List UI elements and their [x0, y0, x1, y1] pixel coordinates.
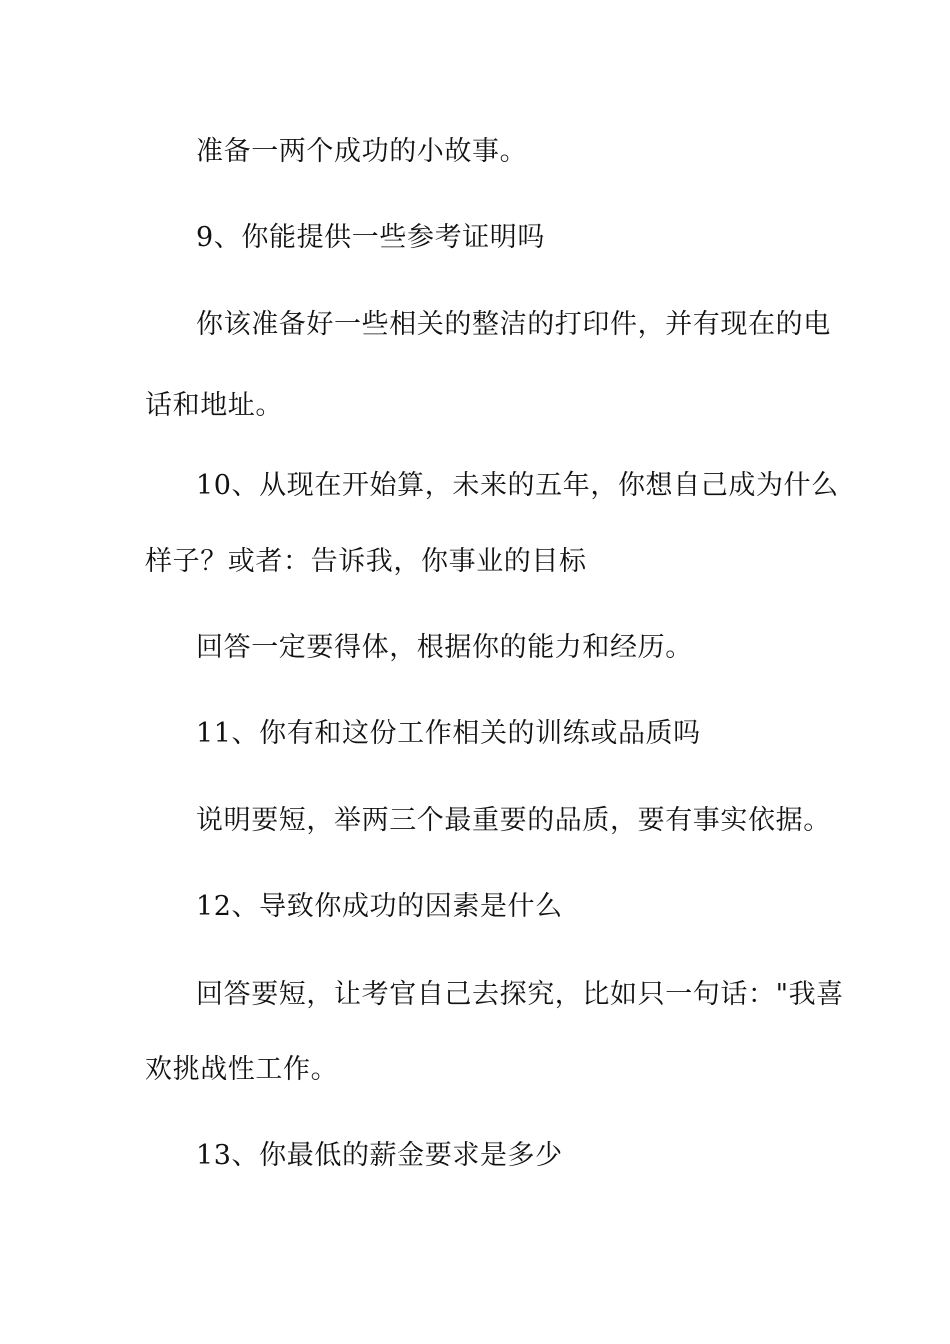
paragraph-line: 回答一定要得体，根据你的能力和经历。	[196, 632, 693, 663]
question-heading: 13、你最低的薪金要求是多少	[196, 1140, 563, 1171]
question-heading: 9、你能提供一些参考证明吗	[196, 222, 545, 253]
paragraph-line: 准备一两个成功的小故事。	[196, 136, 528, 167]
paragraph-line: 回答要短，让考官自己去探究，比如只一句话："我喜	[196, 979, 844, 1010]
paragraph-line: 欢挑战性工作。	[145, 1054, 339, 1085]
paragraph-line: 说明要短，举两三个最重要的品质，要有事实依据。	[196, 805, 831, 836]
question-heading: 12、导致你成功的因素是什么	[196, 891, 563, 922]
question-heading: 11、你有和这份工作相关的训练或品质吗	[196, 718, 701, 749]
paragraph-line: 你该准备好一些相关的整洁的打印件，并有现在的电	[196, 309, 831, 340]
question-heading-continuation: 样子？或者：告诉我，你事业的目标	[145, 546, 587, 577]
question-heading: 10、从现在开始算，未来的五年，你想自己成为什么	[196, 470, 839, 501]
paragraph-line: 话和地址。	[145, 390, 283, 421]
